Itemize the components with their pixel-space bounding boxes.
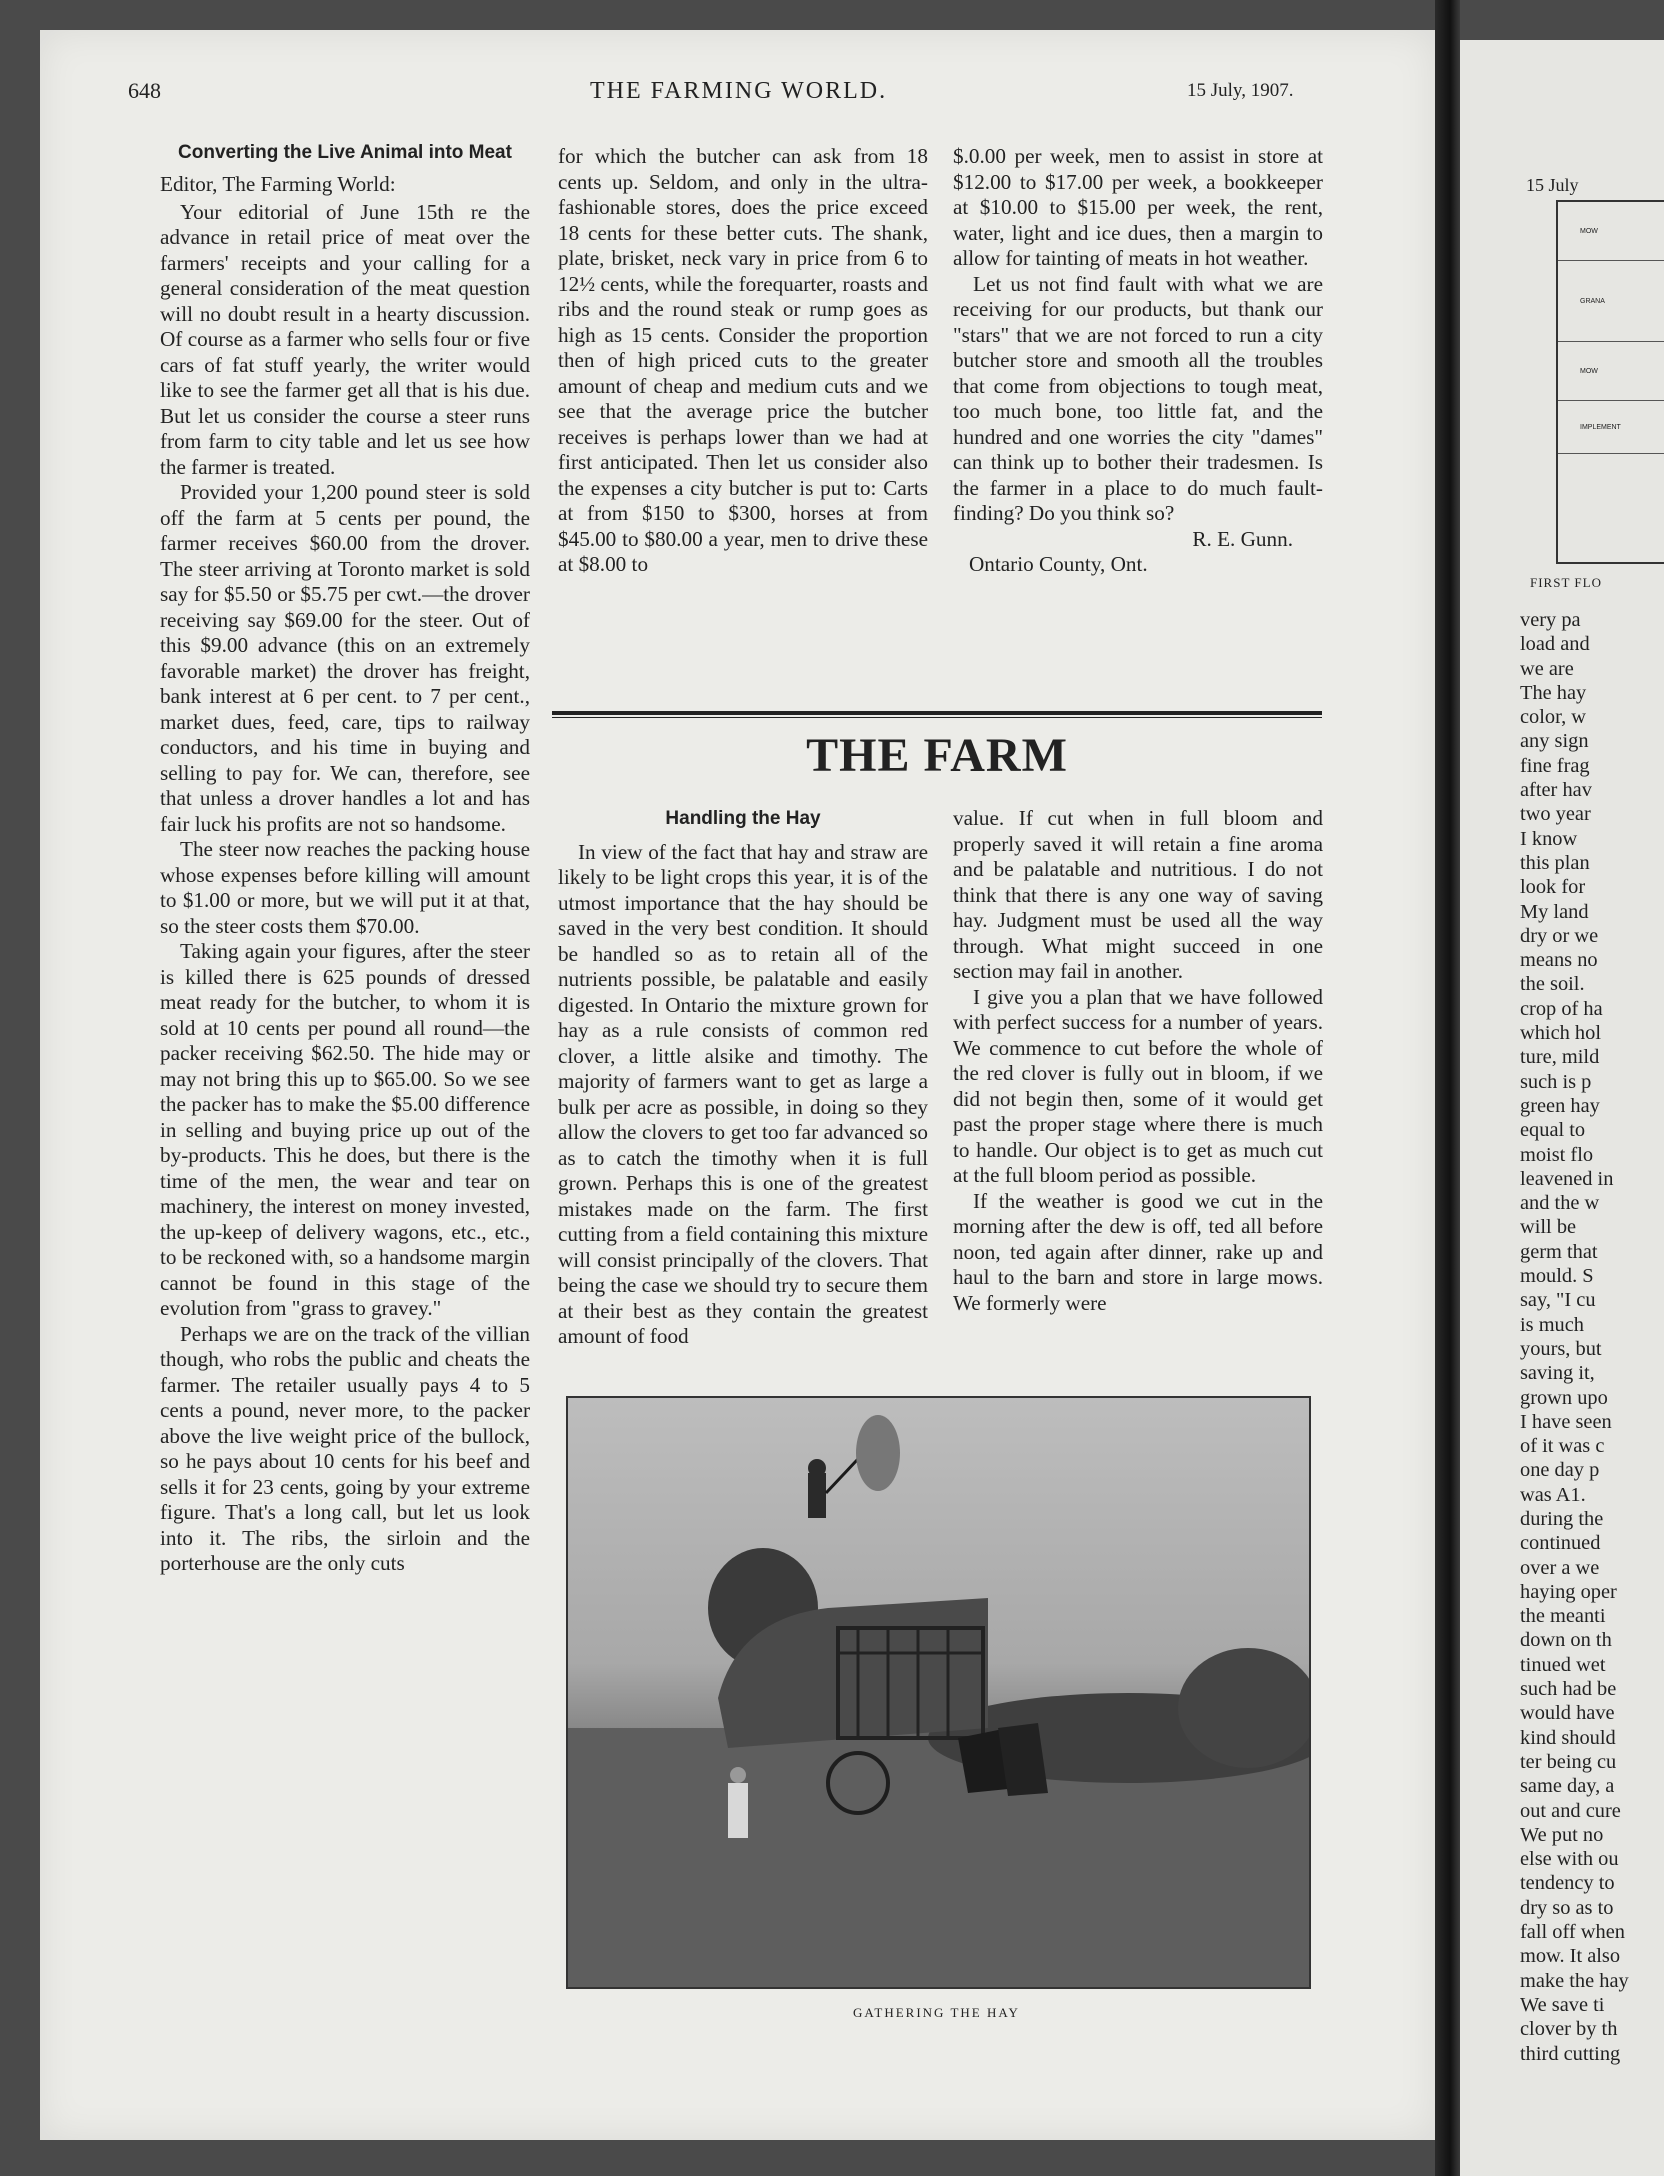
- author-location: Ontario County, Ont.: [969, 552, 1148, 576]
- text-line: down on th: [1520, 1629, 1612, 1652]
- next-page-date: 15 July: [1526, 175, 1579, 195]
- floor-plan-caption: FIRST FLO: [1530, 575, 1602, 590]
- text-line: My land: [1520, 900, 1589, 923]
- text-line: mould. S: [1520, 1265, 1594, 1288]
- text-line: tendency to: [1520, 1872, 1615, 1895]
- text-line: I have seen: [1520, 1410, 1612, 1433]
- paragraph: $.0.00 per week, men to assist in store at $12.00 to $17.00 per week, a bookkeeper at $10.00 to $15.00 per week, the rent, water, light and ice dues, then a margin to allow for tainting of meats in hot weather.: [953, 144, 1323, 270]
- hay-wagon-illustration: [568, 1398, 1309, 1987]
- header-date: 15 July, 1907.: [1187, 80, 1294, 101]
- text-line: fine frag: [1520, 754, 1590, 777]
- text-line: color, w: [1520, 706, 1587, 729]
- page-number: 648: [128, 78, 161, 103]
- text-line: saving it,: [1520, 1362, 1595, 1385]
- text-line: mow. It also: [1520, 1945, 1621, 1968]
- text-line: moist flo: [1520, 1143, 1594, 1166]
- text-line: ter being cu: [1520, 1750, 1617, 1773]
- plan-room: GRANA: [1558, 261, 1664, 342]
- section-rule-thin: [552, 717, 1322, 718]
- text-line: was A1.: [1520, 1483, 1586, 1506]
- hay-wagon-photo: [566, 1396, 1311, 1989]
- photo-caption: GATHERING THE HAY: [853, 2005, 1020, 2020]
- text-line: tinued wet: [1520, 1653, 1606, 1676]
- text-line: during the: [1520, 1507, 1604, 1530]
- section-title: THE FARM: [806, 729, 1068, 782]
- paragraph: Let us not find fault with what we are receiving for our products, but thank our "stars" that we are not forced to run a city butcher store and smooth all the troubles that come from objections to tough meat, too much bone, too little fat, and the hundred and one worries the city "dames" can think up to bother their tradesmen. Is the farmer in a place to do much fault-finding? Do you think so?: [953, 271, 1323, 525]
- text-line: germ that: [1520, 1240, 1598, 1263]
- text-line: green hay: [1520, 1094, 1600, 1117]
- paragraph: for which the butcher can ask from 18 cents up. Seldom, and only in the ultra-fashionable stores, does the price exceed 18 cents for these better cuts. The shank, plate, brisket, neck vary in price from 6 to 12½ cents, while the forequarter, roasts and ribs and the round steak or rump goes as high as 15 cents. Consider the proportion then of high priced cuts to the greater amount of cheap and medium cuts and we see that the average price the butcher receives is perhaps lower than we had at first anticipated. Then let us consider also the expenses a city butcher is put to: Carts at from $150 to $300, horses at from $45.00 to $80.00 a year, men to drive these at $8.00 to: [558, 144, 928, 576]
- text-line: say, "I cu: [1520, 1289, 1596, 1312]
- paragraph: I give you a plan that we have followed with perfect success for a number of years. We commence to cut before the whole of the red clover is fully out in bloom, if we did not begin then, some of it would get past the proper stage where there is much to handle. Our object is to get as much cut at the full bloom period as possible.: [953, 984, 1323, 1187]
- text-line: such had be: [1520, 1678, 1617, 1701]
- text-line: ture, mild: [1520, 1046, 1600, 1069]
- plan-room: MOW: [1558, 202, 1664, 261]
- text-line: after hav: [1520, 779, 1592, 802]
- text-line: leavened in: [1520, 1167, 1614, 1190]
- text-line: is much: [1520, 1313, 1584, 1336]
- plan-room: MOW: [1558, 342, 1664, 401]
- article-title: Handling the Hay: [665, 808, 821, 829]
- plan-room: IMPLEMENT: [1558, 401, 1664, 454]
- text-line: load and: [1520, 633, 1590, 656]
- paragraph: Provided your 1,200 pound steer is sold off the farm at 5 cents per pound, the farmer receives $60.00 from the drover. The steer arriving at Toronto market is sold say for $5.50 or $5.75 per cwt.—the drover receiving say $69.00 for the steer. Out of this $9.00 advance (this on an extremely favorable market) the drover has freight, bank interest at 6 per cent. to 7 per cent., market dues, feed, care, tips to railway conductors, and his time in buying and selling to pay for. We can, therefore, see that unless a drover handles a lot and has fair luck his profits are not so handsome.: [160, 480, 530, 836]
- text-line: continued: [1520, 1532, 1601, 1555]
- text-line: the soil.: [1520, 973, 1585, 996]
- text-line: crop of ha: [1520, 997, 1603, 1020]
- paragraph: In view of the fact that hay and straw are likely to be light crops this year, it is of the utmost importance that the hay should be saved in the very best condition. It should be handled so as to retain all of the nutrients possible, be palatable and easily digested. In Ontario the mixture grown for hay as a rule consists of common red clover, a little alsike and timothy. The majority of farmers want to get as large a bulk per acre as possible, in doing so they allow the clovers to get too far advanced so as to catch the timothy when it is full grown. Perhaps this is one of the greatest mistakes made on the farm. The first cutting from a field containing this mixture will consist principally of the clovers. That being the case we should try to secure them at their best as they contain the greatest amount of food: [558, 839, 928, 1348]
- text-line: out and cure: [1520, 1799, 1621, 1822]
- paragraph: Taking again your figures, after the steer is killed there is 625 pounds of dressed meat ready for the butcher, to whom it is sold at 10 cents per pound all round—the packer receiving $62.50. The hide may or may not bring this up to $65.00. So we see the packer has to make the $5.00 difference in selling and buying price up out of the by-products. This he does, but there is the time of the men, the wear and tear on machinery, the interest on money invested, the up-keep of delivery wagons, etc., etc., to be reckoned with, so a handsome margin cannot be found in this stage of the evolution from "grass to gravey.": [160, 939, 530, 1320]
- text-line: haying oper: [1520, 1580, 1617, 1603]
- text-line: yours, but: [1520, 1337, 1602, 1360]
- text-line: we are: [1520, 657, 1574, 680]
- text-line: two year: [1520, 803, 1591, 826]
- text-line: one day p: [1520, 1459, 1600, 1482]
- barn-floor-plan: [1556, 200, 1664, 564]
- hay-article-column-1: [558, 806, 928, 1350]
- paragraph: Perhaps we are on the track of the villian though, who robs the public and cheats the farmer. The retailer usually pays 4 to 5 cents a pound, never more, to the packer above the live weight price of the bullock, so he pays about 10 cents for his beef and sells it for 23 cents, going by your extreme figure. That's a long call, but let us look into it. The ribs, the sirloin and the porterhouse are the only cuts: [160, 1321, 530, 1575]
- text-line: We save ti: [1520, 1993, 1605, 2016]
- article-title: Converting the Live Animal into Meat: [178, 142, 512, 163]
- text-line: very pa: [1520, 609, 1581, 631]
- text-line: any sign: [1520, 730, 1589, 753]
- hay-article-column-2: [953, 806, 1323, 1316]
- paragraph: The steer now reaches the packing house whose expenses before killing will amount to $1.00 or more, but we will put it at that, so the steer costs them $70.00.: [160, 837, 530, 938]
- text-line: will be: [1520, 1216, 1577, 1239]
- text-line: of it was c: [1520, 1435, 1605, 1458]
- journal-title: THE FARMING WORLD.: [590, 78, 888, 104]
- article-column-1: [160, 142, 530, 1577]
- next-page-text-column: [1520, 608, 1664, 2066]
- editor-salutation: Editor, The Farming World:: [160, 172, 396, 196]
- text-line: which hol: [1520, 1022, 1601, 1045]
- paragraph: Your editorial of June 15th re the advance in retail price of meat over the farmers' receipts and your calling for a general consideration of the meat question will no doubt result in a hearty discussion. Of course as a farmer who sells four or five cars of fat stuff yearly, the writer would like to see the farmer get all that is his due. But let us consider the course a steer runs from farm to city table and let us see how the farmer is treated.: [160, 199, 530, 479]
- text-line: grown upo: [1520, 1386, 1608, 1409]
- article-column-2: [558, 144, 928, 578]
- text-line: would have: [1520, 1702, 1615, 1725]
- text-line: means no: [1520, 949, 1598, 972]
- text-line: make the hay: [1520, 1969, 1629, 1992]
- text-line: dry so as to: [1520, 1896, 1614, 1919]
- section-rule: [552, 711, 1322, 715]
- text-line: the meanti: [1520, 1605, 1606, 1628]
- text-line: and the w: [1520, 1192, 1600, 1215]
- paragraph: value. If cut when in full bloom and properly saved it will retain a fine aroma and be palatable and nutritious. I do not think that there is any one way of saving hay. Judgment must be used all the way through. What might succeed in one section may fail in another.: [953, 806, 1323, 983]
- page-header: [0, 78, 1664, 118]
- text-line: else with ou: [1520, 1848, 1619, 1871]
- text-line: over a we: [1520, 1556, 1600, 1579]
- text-line: look for: [1520, 876, 1586, 899]
- paragraph: If the weather is good we cut in the morning after the dew is off, ted all before noon, ted again after dinner, rake up and haul to the barn and store in large mows. We formerly were: [953, 1188, 1323, 1315]
- text-line: I know: [1520, 827, 1578, 850]
- text-line: such is p: [1520, 1070, 1592, 1093]
- text-line: dry or we: [1520, 924, 1599, 947]
- article-column-3: [953, 144, 1323, 578]
- text-line: We put no: [1520, 1823, 1604, 1846]
- author-signature: R. E. Gunn.: [1192, 526, 1293, 551]
- text-line: The hay: [1520, 681, 1587, 704]
- text-line: this plan: [1520, 851, 1590, 874]
- text-line: third cutting: [1520, 2042, 1621, 2065]
- text-line: kind should: [1520, 1726, 1616, 1749]
- text-line: fall off when: [1520, 1921, 1625, 1944]
- text-line: equal to: [1520, 1119, 1586, 1142]
- text-line: same day, a: [1520, 1775, 1615, 1798]
- text-line: clover by th: [1520, 2018, 1618, 2041]
- book-gutter: [1435, 0, 1460, 2176]
